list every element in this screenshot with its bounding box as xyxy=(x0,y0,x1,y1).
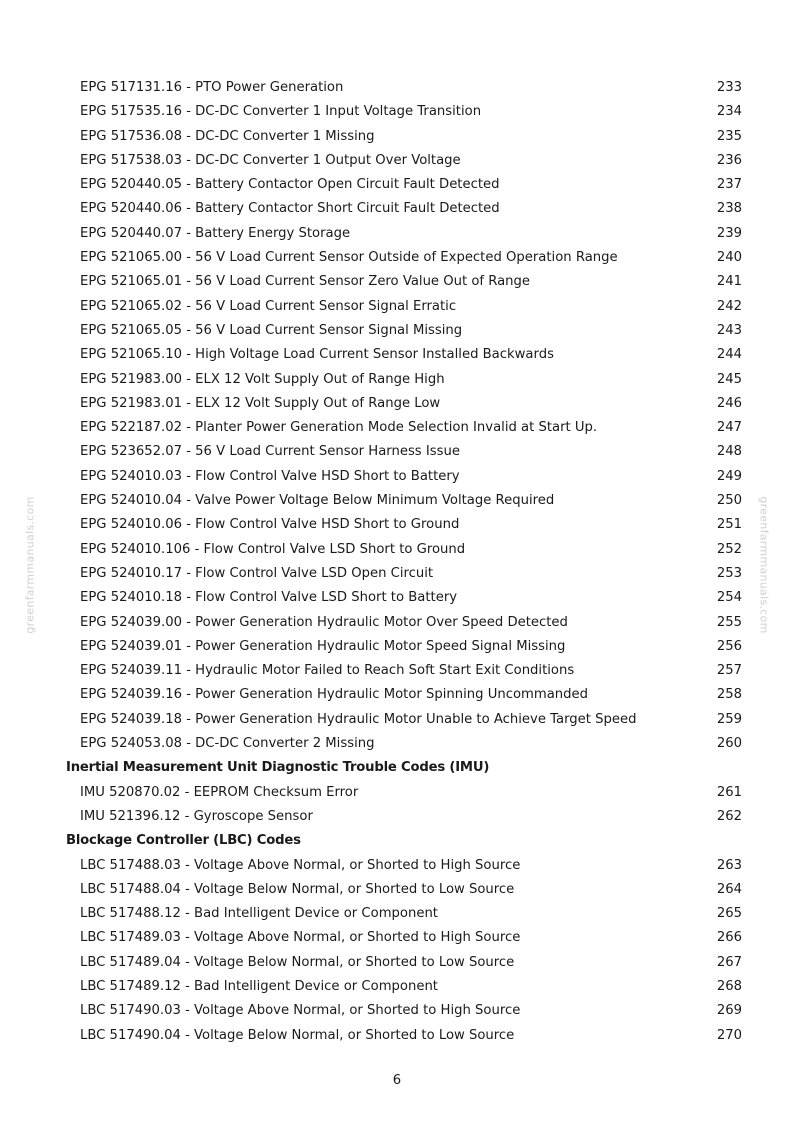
toc-entry[interactable] xyxy=(0,562,794,586)
toc-entry-page: 269 xyxy=(716,1003,742,1019)
toc-entry-label: EPG 517536.08 - DC-DC Converter 1 Missing xyxy=(80,128,375,144)
toc-entry[interactable] xyxy=(0,708,794,732)
toc-entry-label: EPG 522187.02 - Planter Power Generation Mode Selection Invalid at Start Up. xyxy=(80,420,598,436)
toc-entry-page: 248 xyxy=(716,444,742,460)
toc-entry-page: 257 xyxy=(716,663,742,679)
table-of-contents xyxy=(0,76,794,1048)
toc-entry-page: 246 xyxy=(716,395,742,411)
toc-entry[interactable] xyxy=(0,76,794,100)
toc-entry[interactable] xyxy=(0,683,794,707)
toc-entry[interactable] xyxy=(0,465,794,489)
toc-entry-label: LBC 517489.04 - Voltage Below Normal, or Shorted to Low Source xyxy=(80,954,515,970)
toc-entry-page: 242 xyxy=(716,298,742,314)
toc-entry-label: LBC 517490.04 - Voltage Below Normal, or Shorted to Low Source xyxy=(80,1027,515,1043)
toc-entry-page: 267 xyxy=(716,954,742,970)
toc-entry[interactable] xyxy=(0,319,794,343)
toc-entry-label: LBC 517488.12 - Bad Intelligent Device or Component xyxy=(80,906,438,922)
toc-entry-page: 265 xyxy=(716,906,742,922)
toc-entry-label: EPG 524039.18 - Power Generation Hydraulic Motor Unable to Achieve Target Speed xyxy=(80,711,637,727)
watermark-right: greenfarmmanuals.com xyxy=(757,496,771,634)
toc-entry[interactable] xyxy=(0,173,794,197)
toc-entry-label: EPG 520440.07 - Battery Energy Storage xyxy=(80,225,351,241)
toc-entry-page: 244 xyxy=(716,347,742,363)
toc-entry[interactable] xyxy=(0,295,794,319)
toc-entry[interactable] xyxy=(0,270,794,294)
toc-entry[interactable] xyxy=(0,635,794,659)
toc-entry[interactable] xyxy=(0,197,794,221)
toc-entry-page: 252 xyxy=(716,541,742,557)
toc-entry[interactable] xyxy=(0,926,794,950)
toc-entry-label: EPG 524010.04 - Valve Power Voltage Below Minimum Voltage Required xyxy=(80,493,555,509)
toc-entry[interactable] xyxy=(0,611,794,635)
toc-entry-page: 247 xyxy=(716,420,742,436)
toc-entry-page: 239 xyxy=(716,225,742,241)
toc-entry-page: 256 xyxy=(716,638,742,654)
toc-entry-label: EPG 517131.16 - PTO Power Generation xyxy=(80,80,344,95)
toc-entry-label: EPG 523652.07 - 56 V Load Current Sensor Harness Issue xyxy=(80,444,460,460)
toc-entry-label: EPG 524010.17 - Flow Control Valve LSD Open Circuit xyxy=(80,565,434,581)
toc-entry-label: IMU 521396.12 - Gyroscope Sensor xyxy=(80,808,313,824)
toc-entry-label: EPG 517535.16 - DC-DC Converter 1 Input Voltage Transition xyxy=(80,104,482,120)
toc-entry-label: EPG 521065.05 - 56 V Load Current Sensor Signal Missing xyxy=(80,322,463,338)
toc-entry-page: 240 xyxy=(716,250,742,266)
watermark-left: greenfarmmanuals.com xyxy=(23,496,37,634)
toc-entry-label: EPG 524010.18 - Flow Control Valve LSD Short to Battery xyxy=(80,590,458,606)
toc-entry-label: EPG 524039.00 - Power Generation Hydraulic Motor Over Speed Detected xyxy=(80,614,568,630)
toc-entry-label: EPG 520440.06 - Battery Contactor Short Circuit Fault Detected xyxy=(80,201,500,217)
toc-entry[interactable] xyxy=(0,246,794,270)
toc-entry-page: 260 xyxy=(716,736,742,752)
toc-entry[interactable] xyxy=(0,368,794,392)
toc-entry-page: 237 xyxy=(716,177,742,193)
toc-entry-label: EPG 524010.106 - Flow Control Valve LSD Short to Ground xyxy=(80,541,466,557)
toc-entry-page: 259 xyxy=(716,711,742,727)
toc-entry-page: 261 xyxy=(716,784,742,800)
toc-entry[interactable] xyxy=(0,440,794,464)
toc-entry-label: IMU 520870.02 - EEPROM Checksum Error xyxy=(80,784,359,800)
toc-entry-label: LBC 517490.03 - Voltage Above Normal, or Shorted to High Source xyxy=(80,1003,521,1019)
toc-entry-page: 253 xyxy=(716,565,742,581)
toc-entry-label: EPG 521065.01 - 56 V Load Current Sensor Zero Value Out of Range xyxy=(80,274,531,290)
toc-heading-label: Inertial Measurement Unit Diagnostic Trouble Codes (IMU) xyxy=(66,760,490,776)
toc-entry-page: 234 xyxy=(716,104,742,120)
toc-entry[interactable] xyxy=(0,975,794,999)
toc-entry[interactable] xyxy=(0,100,794,124)
toc-entry[interactable] xyxy=(0,878,794,902)
toc-entry-page: 238 xyxy=(716,201,742,217)
toc-entry-page: 255 xyxy=(716,614,742,630)
toc-heading-label: Blockage Controller (LBC) Codes xyxy=(66,833,301,849)
toc-entry-label: EPG 521065.10 - High Voltage Load Current Sensor Installed Backwards xyxy=(80,347,554,363)
toc-entry[interactable] xyxy=(0,999,794,1023)
toc-entry-page: 258 xyxy=(716,687,742,703)
page-number: 6 xyxy=(392,1073,402,1088)
toc-entry[interactable] xyxy=(0,343,794,367)
toc-entry-page: 243 xyxy=(716,322,742,338)
toc-entry[interactable] xyxy=(0,902,794,926)
toc-entry-page: 249 xyxy=(716,468,742,484)
toc-entry-page: 236 xyxy=(716,152,742,168)
toc-entry-page: 262 xyxy=(716,808,742,824)
toc-entry-page: 251 xyxy=(716,517,742,533)
toc-entry-page: 270 xyxy=(716,1027,742,1043)
toc-entry[interactable] xyxy=(0,781,794,805)
toc-entry-label: EPG 520440.05 - Battery Contactor Open Circuit Fault Detected xyxy=(80,177,500,193)
toc-entry-page: 268 xyxy=(716,978,742,994)
toc-entry-label: EPG 521065.00 - 56 V Load Current Sensor Outside of Expected Operation Range xyxy=(80,250,618,266)
toc-entry-page: 245 xyxy=(716,371,742,387)
toc-entry[interactable] xyxy=(0,416,794,440)
toc-entry[interactable] xyxy=(0,951,794,975)
toc-section-heading xyxy=(0,829,794,853)
toc-entry-label: LBC 517488.03 - Voltage Above Normal, or Shorted to High Source xyxy=(80,857,521,873)
toc-entry-label: EPG 521983.01 - ELX 12 Volt Supply Out of Range Low xyxy=(80,395,441,411)
toc-entry-label: EPG 524010.06 - Flow Control Valve HSD Short to Ground xyxy=(80,517,460,533)
toc-entry[interactable] xyxy=(0,586,794,610)
toc-entry-label: EPG 524039.16 - Power Generation Hydraulic Motor Spinning Uncommanded xyxy=(80,687,589,703)
toc-entry-label: LBC 517488.04 - Voltage Below Normal, or Shorted to Low Source xyxy=(80,881,515,897)
toc-entry[interactable] xyxy=(0,1024,794,1048)
toc-entry-page: 266 xyxy=(716,930,742,946)
toc-entry-label: EPG 524053.08 - DC-DC Converter 2 Missing xyxy=(80,736,375,752)
toc-entry-page: 264 xyxy=(716,881,742,897)
toc-entry-page: 250 xyxy=(716,493,742,509)
toc-entry-page: 241 xyxy=(716,274,742,290)
toc-entry[interactable] xyxy=(0,513,794,537)
toc-entry-label: EPG 524010.03 - Flow Control Valve HSD Short to Battery xyxy=(80,468,460,484)
toc-entry-label: EPG 521065.02 - 56 V Load Current Sensor Signal Erratic xyxy=(80,298,457,314)
toc-entry[interactable] xyxy=(0,659,794,683)
toc-entry-page: 235 xyxy=(716,128,742,144)
toc-entry[interactable] xyxy=(0,732,794,756)
toc-entry-page: 233 xyxy=(716,80,742,95)
toc-entry-label: LBC 517489.12 - Bad Intelligent Device or Component xyxy=(80,978,438,994)
toc-entry-label: EPG 524039.01 - Power Generation Hydraulic Motor Speed Signal Missing xyxy=(80,638,566,654)
toc-entry[interactable] xyxy=(0,125,794,149)
toc-entry[interactable] xyxy=(0,222,794,246)
toc-entry[interactable] xyxy=(0,854,794,878)
toc-entry-label: EPG 521983.00 - ELX 12 Volt Supply Out of Range High xyxy=(80,371,445,387)
toc-entry[interactable] xyxy=(0,489,794,513)
toc-section-heading xyxy=(0,756,794,780)
toc-entry[interactable] xyxy=(0,538,794,562)
toc-entry[interactable] xyxy=(0,805,794,829)
toc-entry-label: LBC 517489.03 - Voltage Above Normal, or Shorted to High Source xyxy=(80,930,521,946)
toc-entry[interactable] xyxy=(0,392,794,416)
toc-entry-page: 254 xyxy=(716,590,742,606)
toc-entry-label: EPG 524039.11 - Hydraulic Motor Failed to Reach Soft Start Exit Conditions xyxy=(80,663,575,679)
toc-entry-label: EPG 517538.03 - DC-DC Converter 1 Output Over Voltage xyxy=(80,152,461,168)
toc-entry[interactable] xyxy=(0,149,794,173)
toc-entry-page: 263 xyxy=(716,857,742,873)
